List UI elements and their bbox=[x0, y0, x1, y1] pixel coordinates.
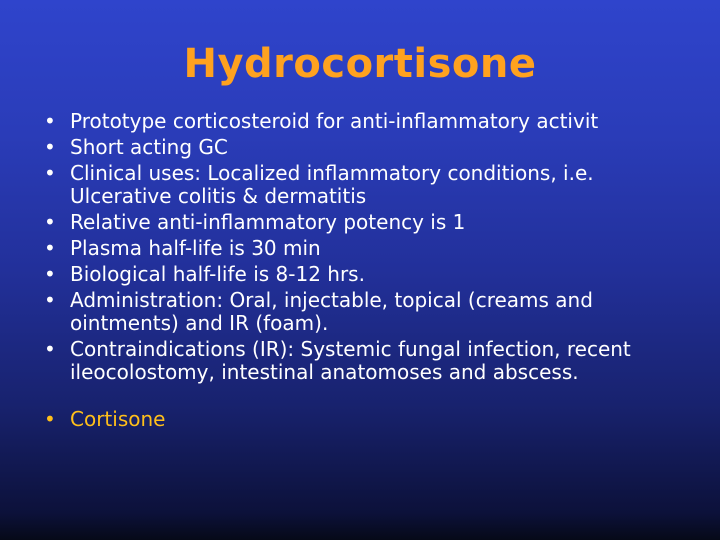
bullet-item bbox=[42, 289, 682, 335]
bullet-item bbox=[42, 237, 682, 260]
bullet-text: Cortisone bbox=[70, 407, 166, 431]
bullet-dot-icon: • bbox=[44, 135, 56, 159]
bullet-item bbox=[42, 338, 682, 384]
bullet-item bbox=[42, 110, 682, 133]
bullet-dot-icon: • bbox=[44, 337, 56, 361]
bullet-dot-icon: • bbox=[44, 262, 56, 286]
bullet-dot-icon: • bbox=[44, 236, 56, 260]
bullet-item-cortisone bbox=[42, 408, 682, 431]
bullet-text: Relative anti-inflammatory potency is 1 bbox=[70, 210, 466, 234]
bullet-text: Short acting GC bbox=[70, 135, 228, 159]
bullet-dot-icon: • bbox=[44, 161, 56, 185]
bullet-list bbox=[42, 110, 682, 434]
bullet-text: Prototype corticosteroid for anti-inflammatory activit bbox=[70, 109, 599, 133]
slide-title: Hydrocortisone bbox=[183, 41, 537, 87]
bullet-item bbox=[42, 136, 682, 159]
bullet-item bbox=[42, 211, 682, 234]
bullet-dot-icon: • bbox=[44, 210, 56, 234]
bullet-dot-icon: • bbox=[44, 288, 56, 312]
bullet-text: Plasma half-life is 30 min bbox=[70, 236, 321, 260]
bullet-text: Contraindications (IR): Systemic fungal infection, recent ileocolostomy, intestinal anatomoses and abscess. bbox=[70, 337, 631, 384]
bullet-text: Biological half-life is 8-12 hrs. bbox=[70, 262, 365, 286]
bullet-text: Clinical uses: Localized inflammatory conditions, i.e. Ulcerative colitis & dermatitis bbox=[70, 161, 594, 208]
bullet-dot-icon: • bbox=[44, 407, 56, 431]
bullet-item bbox=[42, 263, 682, 286]
bullet-dot-icon: • bbox=[44, 109, 56, 133]
bullet-text: Administration: Oral, injectable, topical (creams and ointments) and IR (foam). bbox=[70, 288, 593, 335]
bullet-item bbox=[42, 162, 682, 208]
